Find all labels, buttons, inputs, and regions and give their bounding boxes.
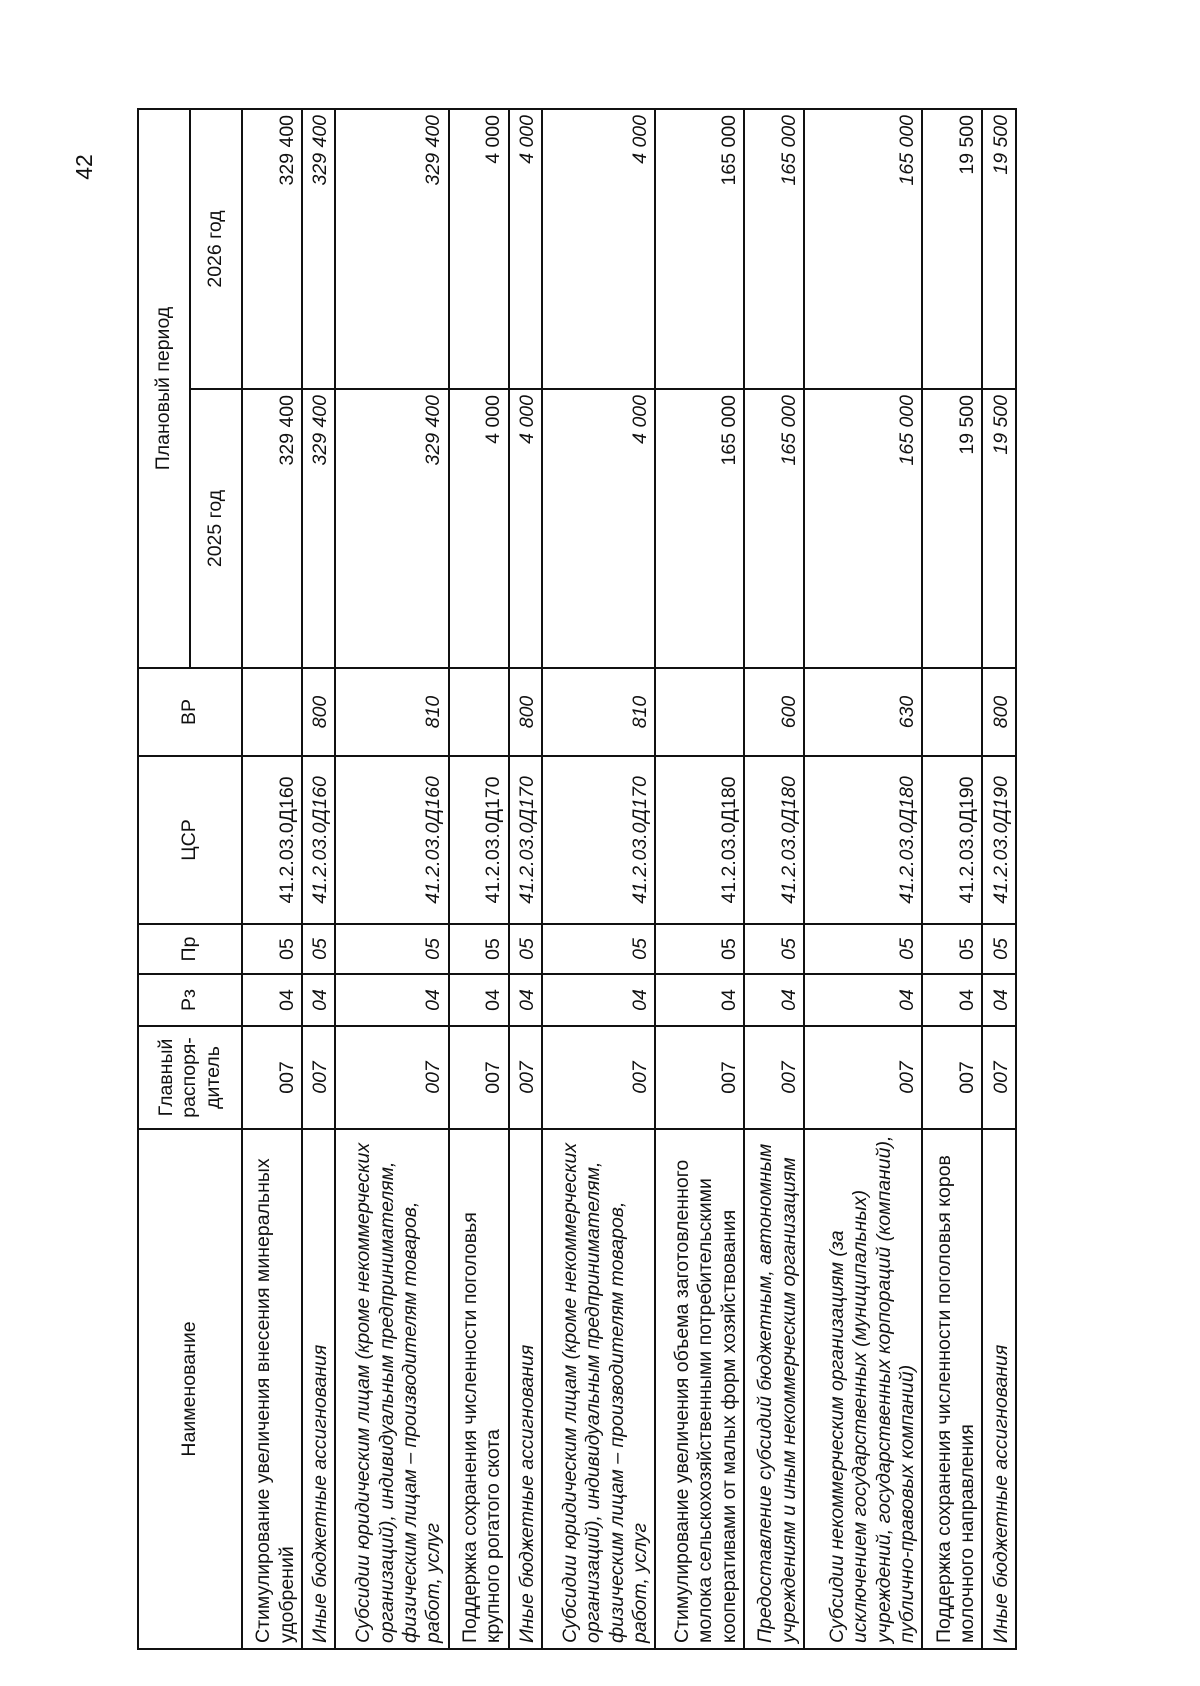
cell-year-2025: 165 000 xyxy=(744,389,804,668)
table-row xyxy=(744,109,804,1649)
cell-chief-manager: 007 xyxy=(922,1026,982,1129)
table-row xyxy=(982,109,1016,1649)
cell-csr: 41.2.03.0Д170 xyxy=(509,756,542,924)
cell-pr: 05 xyxy=(449,924,509,974)
cell-vr xyxy=(242,668,302,756)
cell-csr: 41.2.03.0Д170 xyxy=(542,756,655,924)
cell-rz: 04 xyxy=(982,974,1016,1026)
header-vr: ВР xyxy=(138,668,242,756)
cell-csr: 41.2.03.0Д160 xyxy=(302,756,335,924)
cell-year-2025: 329 400 xyxy=(242,389,302,668)
cell-pr: 05 xyxy=(804,924,922,974)
cell-year-2026: 19 500 xyxy=(922,109,982,389)
cell-name: Поддержка сохранения численности поголовья крупного рогатого скота xyxy=(449,1129,509,1649)
cell-csr: 41.2.03.0Д160 xyxy=(242,756,302,924)
cell-name: Предоставление субсидий бюджетным, автономным учреждениям и иным некоммерческим организациям xyxy=(744,1129,804,1649)
cell-pr: 05 xyxy=(242,924,302,974)
table-row xyxy=(922,109,982,1649)
cell-pr: 05 xyxy=(302,924,335,974)
cell-rz: 04 xyxy=(509,974,542,1026)
header-csr: ЦСР xyxy=(138,756,242,924)
cell-year-2025: 19 500 xyxy=(982,389,1016,668)
cell-chief-manager: 007 xyxy=(982,1026,1016,1129)
cell-vr: 800 xyxy=(509,668,542,756)
cell-csr: 41.2.03.0Д190 xyxy=(922,756,982,924)
cell-year-2026: 329 400 xyxy=(242,109,302,389)
cell-vr xyxy=(449,668,509,756)
table-body xyxy=(242,109,1016,1649)
cell-name: Субсидии юридическим лицам (кроме некоммерческих организаций), индивидуальным предпринимателям, физическим лицам – производителям товаров, работ, услуг xyxy=(542,1129,655,1649)
cell-csr: 41.2.03.0Д190 xyxy=(982,756,1016,924)
cell-name: Субсидии некоммерческим организациям (за исключением государственных (муниципальных) учреждений, государственных корпораций (компаний), публично-правовых компаний) xyxy=(804,1129,922,1649)
cell-csr: 41.2.03.0Д180 xyxy=(655,756,744,924)
cell-rz: 04 xyxy=(302,974,335,1026)
cell-chief-manager: 007 xyxy=(449,1026,509,1129)
cell-year-2025: 4 000 xyxy=(542,389,655,668)
cell-chief-manager: 007 xyxy=(335,1026,448,1129)
header-chief-manager: Главный распоря-дитель xyxy=(138,1026,242,1129)
cell-csr: 41.2.03.0Д160 xyxy=(335,756,448,924)
table-row xyxy=(242,109,302,1649)
cell-chief-manager: 007 xyxy=(242,1026,302,1129)
cell-name: Стимулирование увеличения объема заготовленного молока сельскохозяйственными потребительскими кооперативами от малых форм хозяйствования xyxy=(655,1129,744,1649)
cell-rz: 04 xyxy=(744,974,804,1026)
cell-rz: 04 xyxy=(922,974,982,1026)
cell-vr: 810 xyxy=(335,668,448,756)
cell-vr: 800 xyxy=(982,668,1016,756)
cell-year-2026: 19 500 xyxy=(982,109,1016,389)
cell-rz: 04 xyxy=(655,974,744,1026)
cell-year-2025: 4 000 xyxy=(449,389,509,668)
cell-vr: 810 xyxy=(542,668,655,756)
table-row xyxy=(449,109,509,1649)
table-row xyxy=(335,109,448,1649)
header-year-2025: 2025 год xyxy=(190,389,242,668)
cell-rz: 04 xyxy=(804,974,922,1026)
cell-year-2025: 329 400 xyxy=(335,389,448,668)
cell-pr: 05 xyxy=(922,924,982,974)
cell-name: Иные бюджетные ассигнования xyxy=(982,1129,1016,1649)
cell-year-2026: 165 000 xyxy=(655,109,744,389)
cell-name: Иные бюджетные ассигнования xyxy=(509,1129,542,1649)
cell-rz: 04 xyxy=(449,974,509,1026)
cell-rz: 04 xyxy=(542,974,655,1026)
cell-vr xyxy=(922,668,982,756)
table-row xyxy=(655,109,744,1649)
cell-chief-manager: 007 xyxy=(542,1026,655,1129)
header-year-2026: 2026 год xyxy=(190,109,242,389)
cell-name: Иные бюджетные ассигнования xyxy=(302,1129,335,1649)
cell-name: Стимулирование увеличения внесения минеральных удобрений xyxy=(242,1129,302,1649)
cell-year-2026: 329 400 xyxy=(302,109,335,389)
cell-vr: 800 xyxy=(302,668,335,756)
cell-csr: 41.2.03.0Д170 xyxy=(449,756,509,924)
cell-pr: 05 xyxy=(655,924,744,974)
cell-chief-manager: 007 xyxy=(804,1026,922,1129)
cell-chief-manager: 007 xyxy=(744,1026,804,1129)
cell-name: Поддержка сохранения численности поголовья коров молочного направления xyxy=(922,1129,982,1649)
table-row xyxy=(542,109,655,1649)
cell-year-2025: 19 500 xyxy=(922,389,982,668)
cell-year-2026: 165 000 xyxy=(804,109,922,389)
cell-year-2026: 165 000 xyxy=(744,109,804,389)
cell-rz: 04 xyxy=(242,974,302,1026)
header-rz: Рз xyxy=(138,974,242,1026)
budget-table-container xyxy=(137,110,1017,1650)
cell-pr: 05 xyxy=(509,924,542,974)
cell-pr: 05 xyxy=(335,924,448,974)
page-number: 42 xyxy=(71,154,97,180)
cell-vr: 630 xyxy=(804,668,922,756)
cell-csr: 41.2.03.0Д180 xyxy=(804,756,922,924)
cell-chief-manager: 007 xyxy=(509,1026,542,1129)
cell-year-2026: 329 400 xyxy=(335,109,448,389)
cell-year-2025: 165 000 xyxy=(655,389,744,668)
table-row xyxy=(804,109,922,1649)
cell-year-2025: 329 400 xyxy=(302,389,335,668)
cell-year-2026: 4 000 xyxy=(509,109,542,389)
table-row xyxy=(302,109,335,1649)
cell-vr: 600 xyxy=(744,668,804,756)
cell-year-2026: 4 000 xyxy=(449,109,509,389)
cell-year-2026: 4 000 xyxy=(542,109,655,389)
cell-name: Субсидии юридическим лицам (кроме некоммерческих организаций), индивидуальным предпринимателям, физическим лицам – производителям товаров, работ, услуг xyxy=(335,1129,448,1649)
cell-chief-manager: 007 xyxy=(655,1026,744,1129)
cell-csr: 41.2.03.0Д180 xyxy=(744,756,804,924)
cell-chief-manager: 007 xyxy=(302,1026,335,1129)
cell-rz: 04 xyxy=(335,974,448,1026)
header-pr: Пр xyxy=(138,924,242,974)
header-name: Наименование xyxy=(138,1129,242,1649)
cell-pr: 05 xyxy=(542,924,655,974)
cell-pr: 05 xyxy=(744,924,804,974)
header-planned-period: Плановый период xyxy=(138,109,190,668)
table-row xyxy=(509,109,542,1649)
cell-vr xyxy=(655,668,744,756)
cell-year-2025: 165 000 xyxy=(804,389,922,668)
cell-year-2025: 4 000 xyxy=(509,389,542,668)
cell-pr: 05 xyxy=(982,924,1016,974)
budget-table xyxy=(137,108,1017,1650)
